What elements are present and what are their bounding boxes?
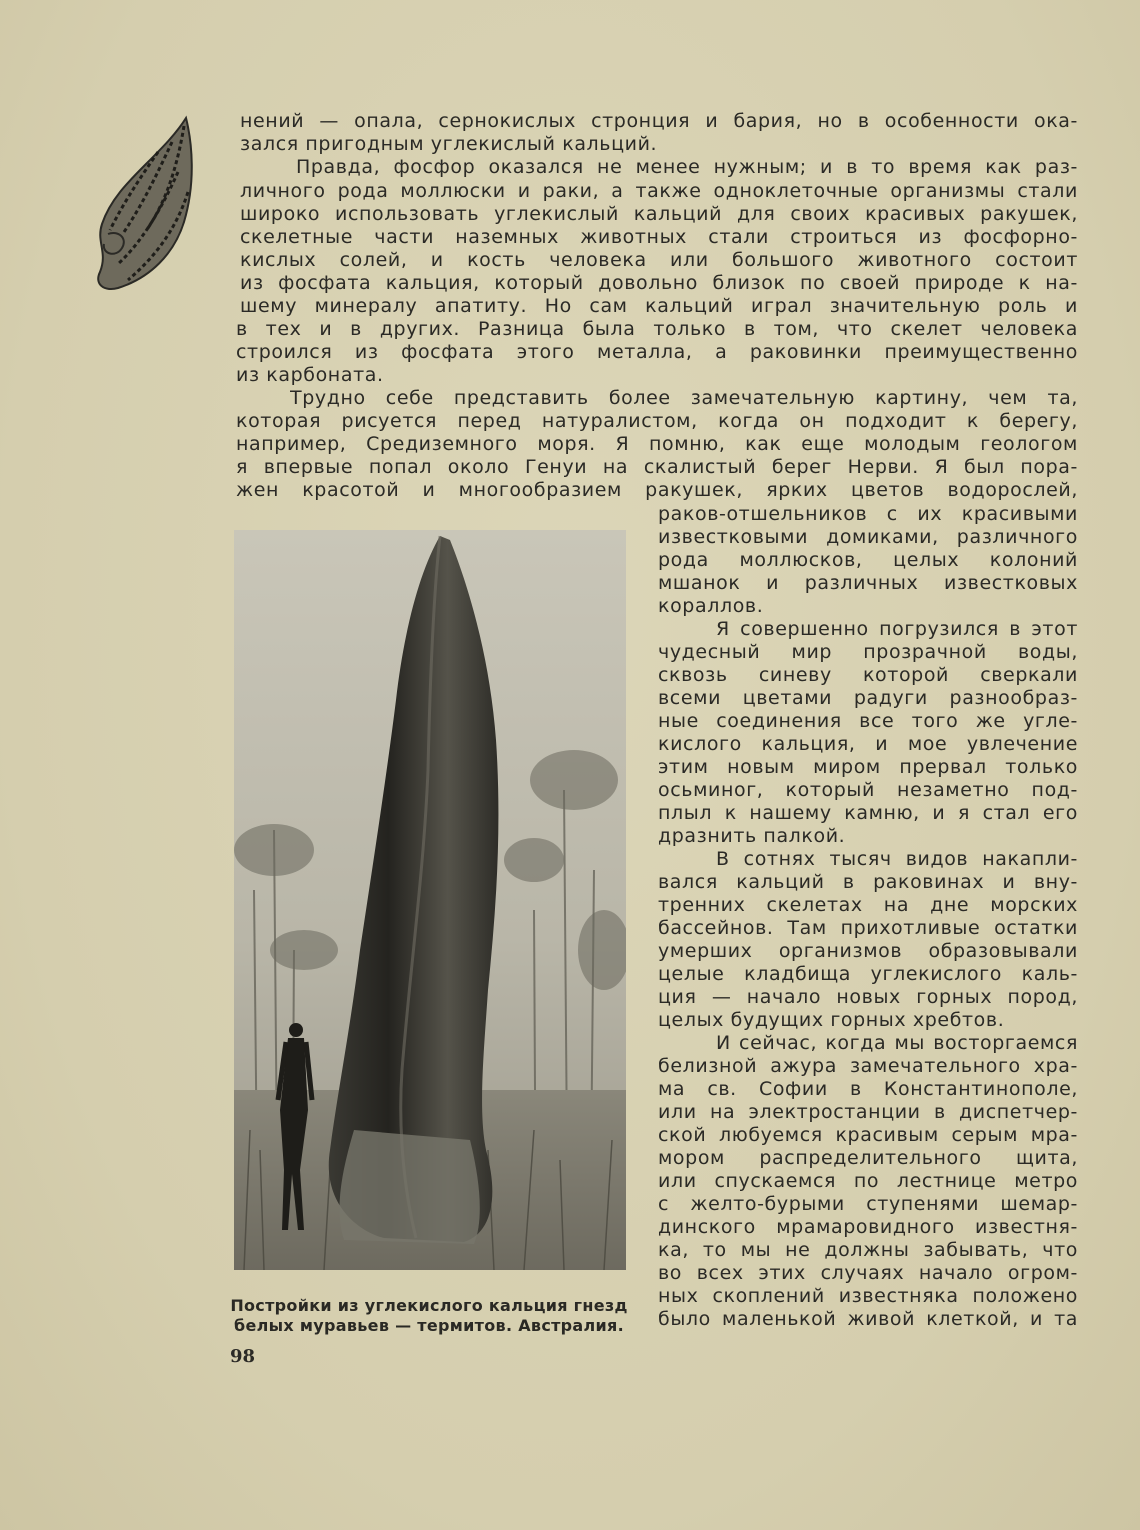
text-line: или спускаемся по лестнице метро — [658, 1170, 1078, 1192]
text-line: ма св. Софии в Константинополе, — [658, 1078, 1078, 1100]
text-line: динского мрамаровидного известня- — [658, 1216, 1078, 1238]
text-line: чудесный мир прозрачной воды, — [658, 641, 1078, 663]
text-line: кислых солей, и кость человека или большого животного состоит — [240, 249, 1078, 271]
text-line: умерших организмов образовывали — [658, 940, 1078, 962]
text-line: Я совершенно погрузился в этот — [716, 618, 1078, 640]
text-line: с желто-бурыми ступенями шемар- — [658, 1193, 1078, 1215]
text-line: строился из фосфата этого металла, а раковинки преимущественно — [236, 341, 1078, 363]
text-line: мшанок и различных известковых — [658, 572, 1078, 594]
text-line: или на электростанции в диспетчер- — [658, 1101, 1078, 1123]
text-line: из карбоната. — [236, 364, 384, 386]
text-line: нений — опала, сернокислых стронция и бария, но в особенности ока- — [240, 110, 1078, 132]
text-line: которая рисуется перед натуралистом, когда он подходит к берегу, — [236, 410, 1078, 432]
text-line: Трудно себе представить более замечательную картину, чем та, — [290, 387, 1078, 409]
text-line: Правда, фосфор оказался не менее нужным; и в то время как раз- — [296, 156, 1078, 178]
text-line: кораллов. — [658, 595, 764, 617]
text-line: раков-отшельников с их красивыми — [658, 503, 1078, 525]
text-line: сквозь синеву которой сверкали — [658, 664, 1078, 686]
text-line: личного рода моллюски и раки, а также одноклеточные организмы стали — [240, 180, 1078, 202]
text-line: белизной ажура замечательного хра- — [658, 1055, 1078, 1077]
text-line: мором распределительного щита, — [658, 1147, 1078, 1169]
text-line: во всех этих случаях начало огром- — [658, 1262, 1078, 1284]
seashell-icon — [88, 112, 200, 294]
text-line: ской любуемся красивым серым мра- — [658, 1124, 1078, 1146]
text-line: широко использовать углекислый кальций для своих красивых ракушек, — [240, 203, 1078, 225]
text-line: осьминог, который незаметно под- — [658, 779, 1078, 801]
text-line: всеми цветами радуги разнообраз- — [658, 687, 1078, 709]
text-line: скелетные части наземных животных стали строиться из фосфорно- — [240, 226, 1078, 248]
text-line: плыл к нашему камню, и я стал его — [658, 802, 1078, 824]
photo-caption: белых муравьев — термитов. Австралия. — [233, 1316, 625, 1335]
text-line: целых будущих горных хребтов. — [658, 1009, 1005, 1031]
text-line: ных скоплений известняка положено — [658, 1285, 1078, 1307]
photo-caption: Постройки из углекислого кальция гнезд — [230, 1296, 628, 1315]
page-number: 98 — [230, 1346, 256, 1367]
text-line: бассейнов. Там прихотливые остатки — [658, 917, 1078, 939]
text-line: в тех и в других. Разница была только в том, что скелет человека — [236, 318, 1078, 340]
text-line: ные соединения все того же угле- — [658, 710, 1078, 732]
text-line: ция — начало новых горных пород, — [658, 986, 1078, 1008]
text-line: шему минералу апатиту. Но сам кальций играл значительную роль и — [240, 295, 1078, 317]
text-line: я впервые попал около Генуи на скалистый берег Нерви. Я был пора- — [236, 456, 1078, 478]
text-line: было маленькой живой клеткой, и та — [658, 1308, 1078, 1330]
text-line: В сотнях тысяч видов накапли- — [716, 848, 1078, 870]
text-line: из фосфата кальция, который довольно близок по своей природе к на- — [240, 272, 1078, 294]
termite-mound-photo — [234, 530, 626, 1270]
text-line: целые кладбища углекислого каль- — [658, 963, 1078, 985]
text-line: ка, то мы не должны забывать, что — [658, 1239, 1078, 1261]
text-line: известковыми домиками, различного — [658, 526, 1078, 548]
text-line: например, Средиземного моря. Я помню, как еще молодым геологом — [236, 433, 1078, 455]
text-line: зался пригодным углекислый кальций. — [240, 133, 658, 155]
text-line: дразнить палкой. — [658, 825, 846, 847]
text-line: рода моллюсков, целых колоний — [658, 549, 1078, 571]
text-line: этим новым миром прервал только — [658, 756, 1078, 778]
text-line: тренних скелетах на дне морских — [658, 894, 1078, 916]
text-line: жен красотой и многообразием ракушек, ярких цветов водорослей, — [236, 479, 1078, 501]
text-line: кислого кальция, и мое увлечение — [658, 733, 1078, 755]
text-line: вался кальций в раковинах и вну- — [658, 871, 1078, 893]
text-line: И сейчас, когда мы восторгаемся — [716, 1032, 1078, 1054]
